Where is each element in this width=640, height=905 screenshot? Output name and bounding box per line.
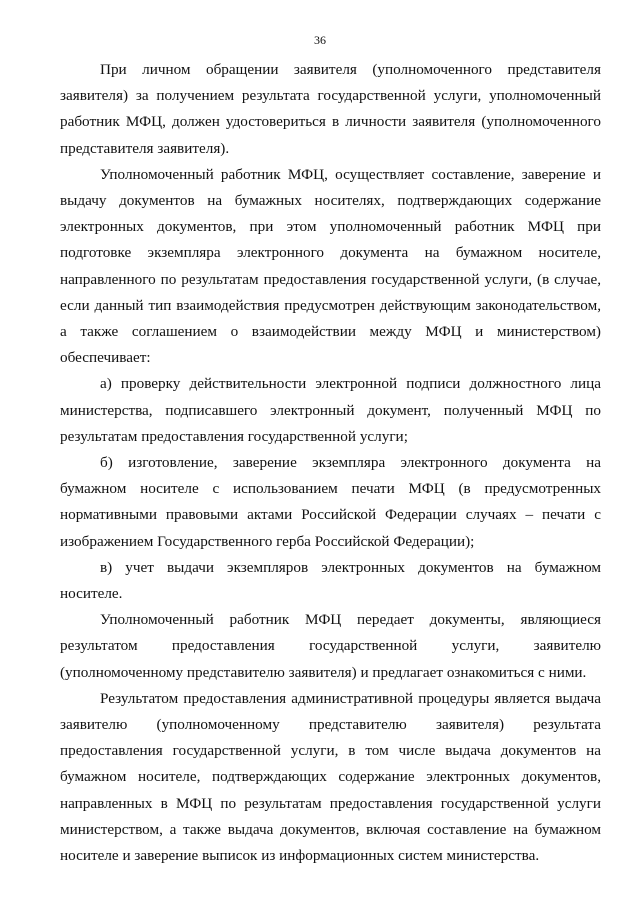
paragraph-item-a: а) проверку действительности электронной подписи должностного лица министерства, подписавшего электронный документ, полученный МФЦ по результатам предоставления государственной услуги; bbox=[60, 375, 601, 445]
paragraph-mfc-duties: Уполномоченный работник МФЦ, осуществляет составление, заверение и выдачу документов на бумажных носителях, подтверждающих содержание электронных документов, при этом уполномоченный работник МФЦ при подготовке экземпляра электронного документа на бумажном носителе, направленного по результатам предоставления государственной услуги, (в случае, если данный тип взаимодействия предусмотрен действующим законодательством, а также соглашением о взаимодействии между МФЦ и министерством) обеспечивает: bbox=[60, 165, 601, 367]
document-body bbox=[60, 57, 601, 869]
paragraph-item-v: в) учет выдачи экземпляров электронных документов на бумажном носителе. bbox=[60, 558, 601, 603]
paragraph-document-transfer: Уполномоченный работник МФЦ передает документы, являющиеся результатом предоставления государственной услуги, заявителю (уполномоченному представителю заявителя) и предлагает ознакомиться с ними. bbox=[60, 611, 601, 681]
page-number: 36 bbox=[314, 33, 326, 47]
paragraph-personal-request: При личном обращении заявителя (уполномоченного представителя заявителя) за получением результата государственной услуги, уполномоченный работник МФЦ, должен удостовериться в личности заявителя (уполномоченного представителя заявителя). bbox=[60, 61, 601, 157]
paragraph-item-b: б) изготовление, заверение экземпляра электронного документа на бумажном носителе с использованием печати МФЦ (в предусмотренных нормативными правовыми актами Российской Федерации случаях – печати с изображением Государственного герба Российской Федерации); bbox=[60, 454, 601, 550]
paragraph-procedure-result: Результатом предоставления административной процедуры является выдача заявителю (уполномоченному представителю заявителя) результата предоставления государственной услуги, в том числе выдача документов на бумажном носителе, подтверждающих содержание электронных документов, направленных в МФЦ по результатам предоставления государственной услуги министерством, а также выдача документов, включая составление на бумажном носителе и заверение выписок из информационных систем министерства. bbox=[60, 689, 601, 865]
